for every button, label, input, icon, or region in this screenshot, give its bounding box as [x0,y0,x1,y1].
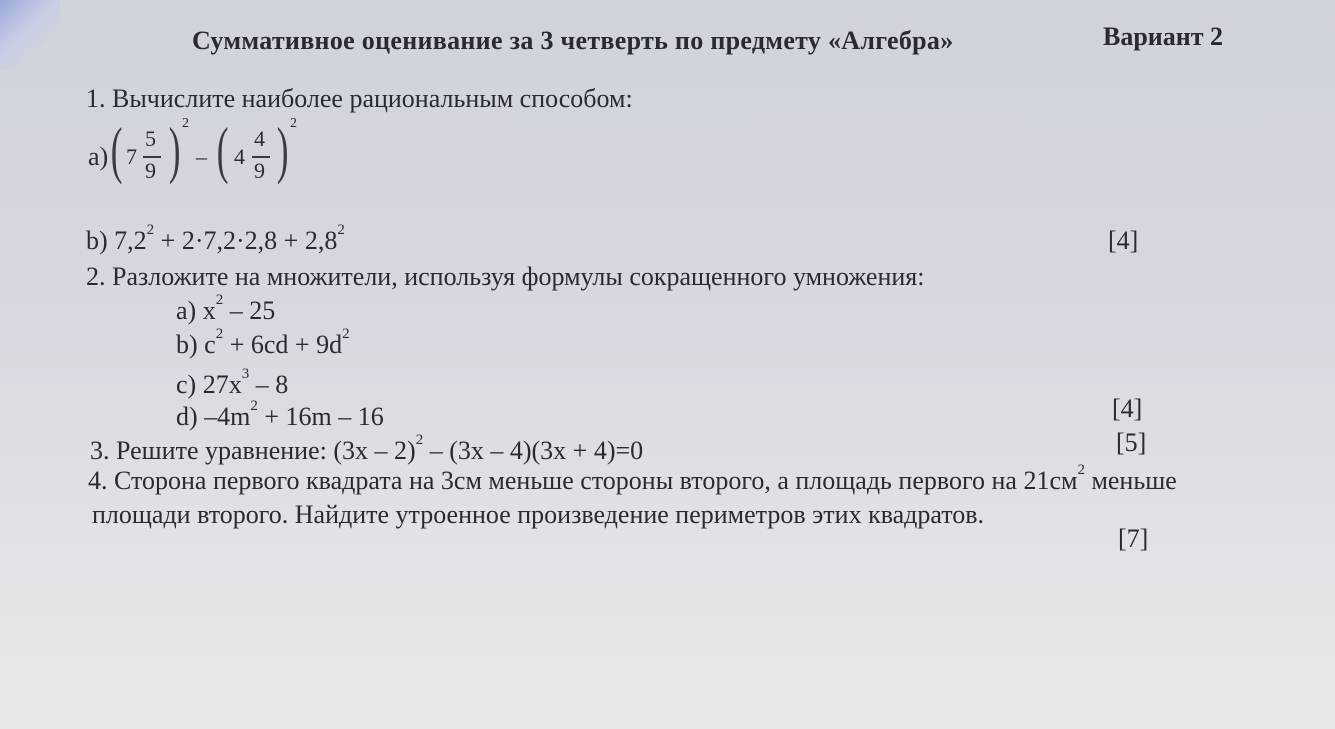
task3-pre: 3. Решите уравнение: (3x – 2) [90,436,416,465]
task1-a-num2: 4 [254,126,265,151]
task4-mark: [7] [1118,524,1149,553]
task2-a [176,292,276,326]
task1-heading: 1. Вычислите наиболее рациональным способом: [86,84,633,113]
task1-b-pre: 7,2 [114,226,147,255]
task3-line [90,432,644,466]
task1-a-whole1: 7 [126,144,137,169]
task2-c-post: – 8 [249,370,289,399]
task1-a-den1: 9 [145,158,156,183]
task1-mark: [4] [1108,226,1139,255]
task2-d-exp: 2 [250,398,258,414]
task3-exp: 2 [415,432,424,448]
task1-a-den2: 9 [254,158,265,183]
task2-a-pre: a) x [176,296,216,325]
task3-post: – (3x – 4)(3x + 4)=0 [423,436,644,465]
task1-b-exp1: 2 [146,222,155,238]
right-paren: ) [276,114,289,185]
task2-a-post: – 25 [223,296,276,325]
task2-heading: 2. Разложите на множители, используя формулы сокращенного умножения: [86,262,925,291]
task1-b-mid: + 2·7,2·2,8 + 2,8 [154,226,338,255]
task4-line1 [88,462,1177,496]
task1-a-whole2: 4 [234,144,245,169]
task2-c-pre: c) 27x [176,370,242,399]
task4-line2: площади второго. Найдите утроенное произведение периметров этих квадратов. [92,500,985,529]
corner-mark [0,0,60,70]
task2-b-exp2: 2 [342,326,350,342]
task2-c-exp: 3 [241,366,250,382]
task2-c [176,366,289,400]
task4-line1-post: меньше [1084,466,1177,495]
task2-d-pre: d) –4m [176,402,251,431]
task1-a-minus: – [196,144,207,169]
task1-a-label: a) [88,142,109,171]
task1-b-label: b) [86,226,108,255]
task1-b-line [86,222,345,256]
task2-b-pre: b) c [176,330,216,359]
variant-label: Вариант 2 [1103,22,1224,51]
task4-line1-pre: 4. Сторона первого квадрата на 3см меньше стороны второго, а площадь первого на 21см [88,466,1078,495]
task1-a-exp2: 2 [290,116,297,131]
task1-b-exp2: 2 [337,222,345,238]
task2-b [176,326,350,360]
task4-line1-exp: 2 [1077,462,1085,478]
task2-mark: [4] [1112,394,1143,423]
task2-d-post: + 16m – 16 [257,402,384,431]
task2-b-mid: + 6cd + 9d [223,330,343,359]
task3-mark: [5] [1116,428,1147,457]
page-title: Суммативное оценивание за 3 четверть по предмету «Алгебра» [192,26,954,55]
task2-a-exp: 2 [215,292,224,308]
right-paren: ) [168,114,181,185]
task1-a-num1: 5 [145,126,156,151]
task1-a-exp1: 2 [182,116,189,131]
left-paren: ( [216,114,229,185]
left-paren: ( [110,114,123,185]
task2-b-exp1: 2 [215,326,224,342]
task2-d [176,398,384,432]
